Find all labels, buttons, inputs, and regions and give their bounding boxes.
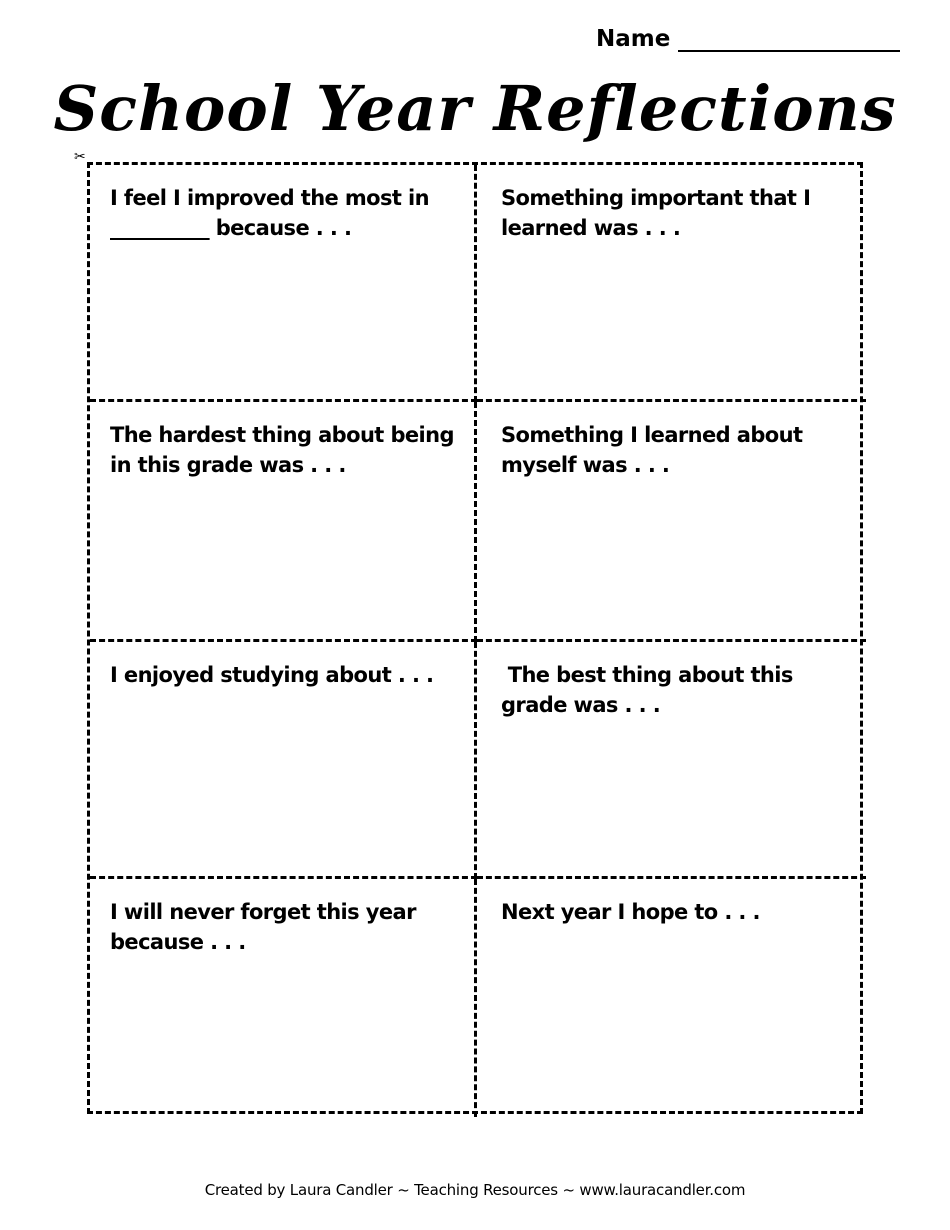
- name-field-row: [596, 26, 900, 52]
- name-blank-line[interactable]: [678, 28, 900, 52]
- prompt-text: I will never forget this year because . . .: [110, 900, 416, 954]
- prompt-text: The best thing about this grade was . . .: [501, 663, 800, 717]
- prompt-cell-learned-myself[interactable]: [477, 402, 866, 642]
- page-title: School Year Reflections: [53, 72, 897, 145]
- prompt-text: I feel I improved the most in __________ because . . .: [110, 186, 430, 240]
- prompt-cell-next-year[interactable]: [477, 879, 866, 1117]
- prompt-cell-best-thing[interactable]: [477, 642, 866, 879]
- prompt-cell-hardest-thing[interactable]: [90, 402, 477, 642]
- prompt-text: Something important that I learned was . . .: [501, 186, 811, 240]
- reflection-grid: [87, 162, 863, 1114]
- scissors-icon: ✂: [74, 149, 86, 165]
- prompt-text: The hardest thing about being in this grade was . . .: [110, 423, 454, 477]
- prompt-cell-enjoyed-studying[interactable]: [90, 642, 477, 879]
- prompt-cell-important-learned[interactable]: [477, 165, 866, 402]
- name-label: Name: [596, 26, 671, 52]
- prompt-cell-improved[interactable]: [90, 165, 477, 402]
- prompt-text: Something I learned about myself was . . .: [501, 423, 803, 477]
- prompt-text: I enjoyed studying about . . .: [110, 663, 434, 687]
- footer-credit: Created by Laura Candler ~ Teaching Resources ~ www.lauracandler.com: [204, 1181, 746, 1199]
- prompt-cell-never-forget[interactable]: [90, 879, 477, 1117]
- prompt-text: Next year I hope to . . .: [501, 900, 760, 924]
